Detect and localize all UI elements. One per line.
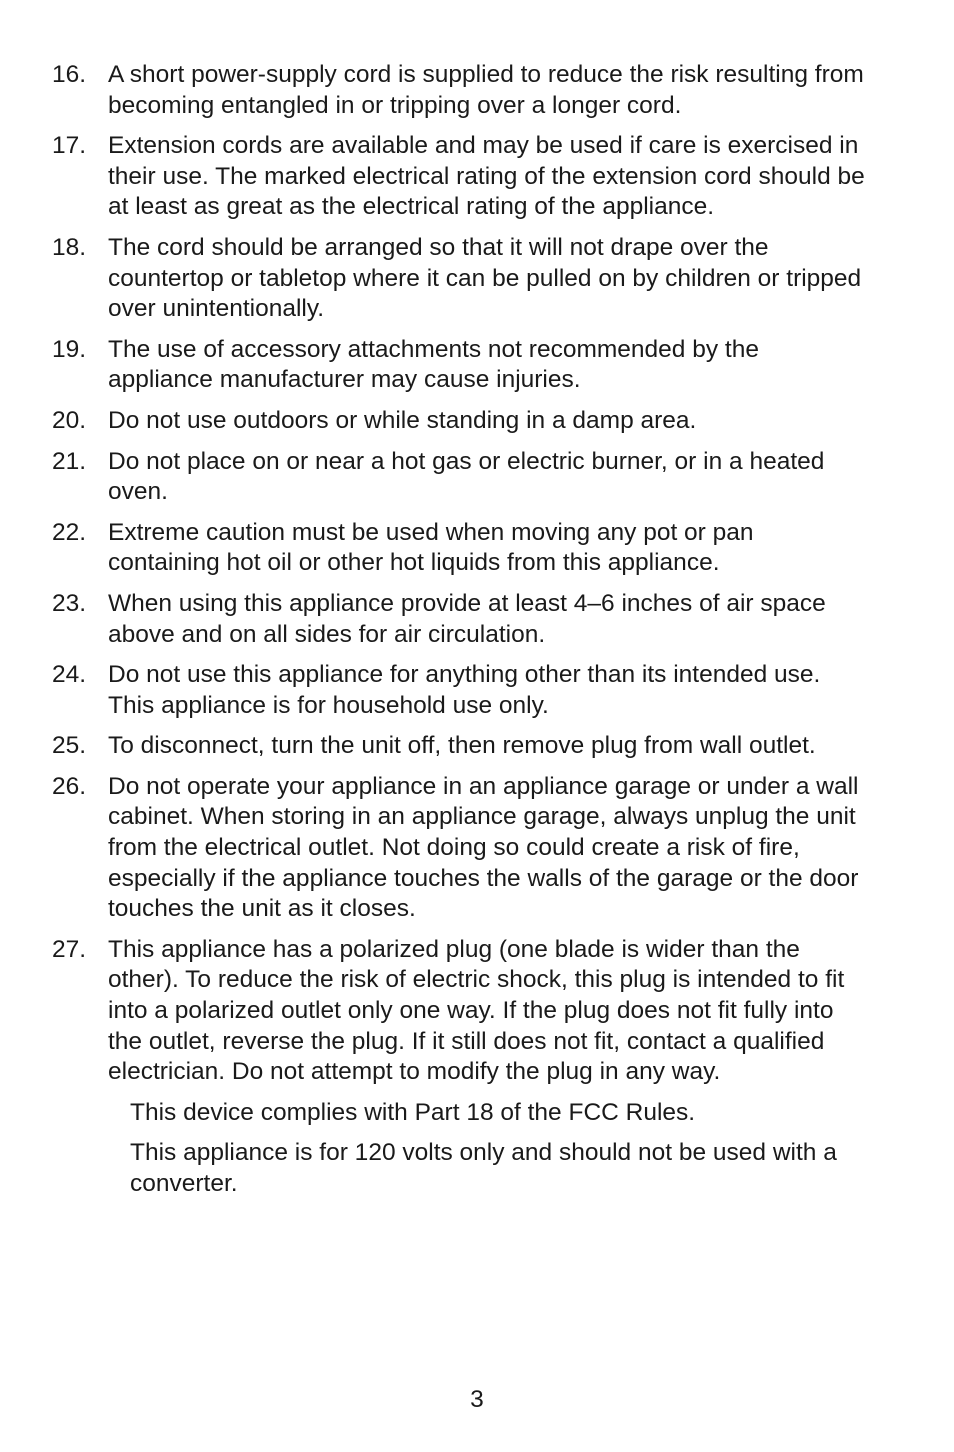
- item-text: A short power-supply cord is supplied to reduce the risk resulting from becoming entangled in or tripping over a longer cord.: [108, 61, 864, 119]
- item-number: 16.: [51, 61, 86, 88]
- item-text: Extension cords are available and may be used if care is exercised in their use. The marked electrical rating of the extension cord should be at least as great as the electrical rating of the appliance.: [108, 132, 865, 221]
- page-number: 3: [470, 1386, 484, 1413]
- item-number: 23.: [51, 589, 86, 617]
- list-item-17: [0, 131, 954, 223]
- list-item-23: [0, 589, 954, 650]
- list-item-19: [0, 335, 954, 396]
- fcc-compliance-note: This device complies with Part 18 of the FCC Rules.: [130, 1098, 696, 1126]
- item-text: This appliance has a polarized plug (one blade is wider than the other). To reduce the risk of electric shock, this plug is intended to fit into a polarized outlet only one way. If the plug does not fit fully into the outlet, reverse the plug. If it still does not fit, contact a qualified electrician. Do not attempt to modify the plug in any way.: [108, 935, 845, 1086]
- list-item-18: [0, 233, 954, 325]
- instruction-list: [0, 60, 954, 1210]
- list-item-21: [0, 447, 954, 508]
- item-number: 20.: [51, 406, 86, 434]
- list-item-27: [0, 935, 954, 1088]
- item-number: 19.: [51, 335, 86, 363]
- item-text: Do not use this appliance for anything other than its intended use. This appliance is for household use only.: [108, 661, 821, 719]
- item-text: The cord should be arranged so that it will not drape over the countertop or tabletop where it can be pulled on by children or tripped over unintentionally.: [108, 233, 862, 323]
- item-text: To disconnect, turn the unit off, then remove plug from wall outlet.: [108, 732, 816, 760]
- item-number: 24.: [51, 661, 86, 689]
- list-item-26: [0, 772, 954, 925]
- list-item-24: [0, 660, 954, 721]
- item-number: 22.: [51, 518, 86, 546]
- item-number: 26.: [51, 772, 86, 800]
- item-text: Do not use outdoors or while standing in a damp area.: [108, 406, 697, 434]
- list-item-20: [0, 406, 954, 437]
- item-number: 21.: [51, 447, 86, 475]
- item-number: 17.: [51, 132, 86, 160]
- item-text: Do not operate your appliance in an appliance garage or under a wall cabinet. When storing in an appliance garage, always unplug the unit from the electrical outlet. Not doing so could create a risk of fire, especially if the appliance touches the walls of the garage or the door touches the unit as it closes.: [108, 772, 859, 923]
- list-item-16: [0, 60, 954, 121]
- item-text: When using this appliance provide at least 4–6 inches of air space above and on all sides for air circulation.: [108, 589, 826, 648]
- item-text: The use of accessory attachments not recommended by the appliance manufacturer may cause injuries.: [108, 335, 759, 394]
- list-item-22: [0, 518, 954, 579]
- list-item-25: [0, 731, 954, 762]
- item-number: 27.: [51, 935, 86, 963]
- item-text: Extreme caution must be used when moving any pot or pan containing hot oil or other hot liquids from this appliance.: [108, 518, 754, 577]
- item-number: 18.: [51, 233, 86, 261]
- item-text: Do not place on or near a hot gas or electric burner, or in a heated oven.: [108, 447, 825, 506]
- item-number: 25.: [51, 732, 86, 760]
- voltage-note: This appliance is for 120 volts only and should not be used with a converter.: [130, 1139, 837, 1197]
